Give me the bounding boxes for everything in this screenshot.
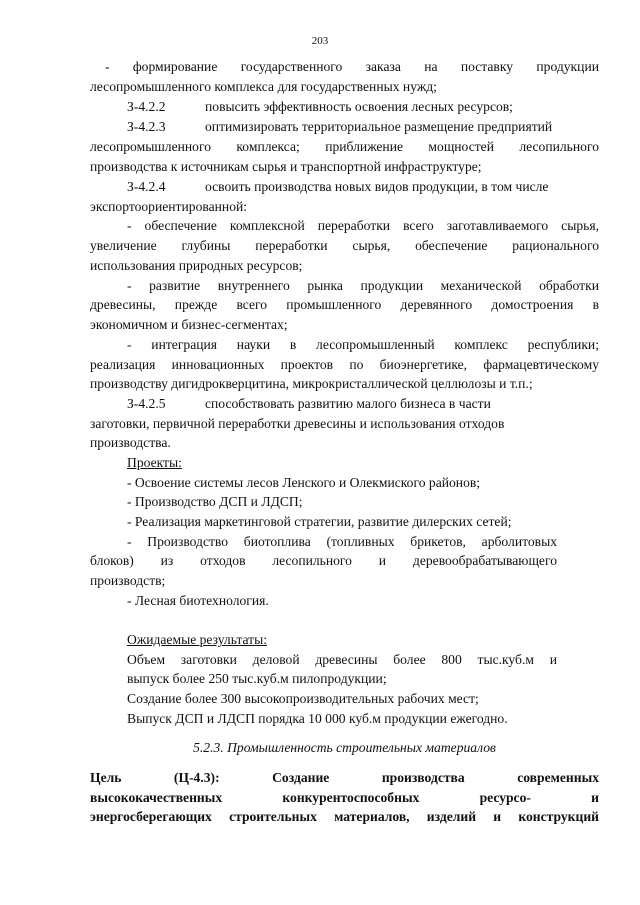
text-line: экспортоориентированной: — [90, 199, 248, 214]
text-line: лесопромышленного комплекса; приближение мощностей лесопильного — [90, 139, 599, 154]
goal-item — [127, 394, 599, 413]
result-item: Создание более 300 высокопроизводительных рабочих мест; — [127, 691, 479, 706]
item-code: З-4.2.2 — [127, 99, 166, 114]
text-line: заготовки, первичной переработки древесины и использования отходов — [90, 416, 505, 431]
item-text: оптимизировать территориальное размещение предприятий — [205, 119, 553, 134]
text-line: - интеграция науки в лесопромышленный комплекс республики; — [127, 337, 599, 352]
text-line: блоков) из отходов лесопильного и деревообрабатывающего — [90, 553, 557, 568]
section-heading: 5.2.3. Промышленность строительных материалов — [193, 740, 496, 755]
text-line: увеличение глубины переработки сырья, обеспечение рационального — [90, 238, 599, 253]
goal-heading-line: энергосберегающих строительных материалов, изделий и конструкций — [90, 809, 599, 824]
result-item: Выпуск ДСП и ЛДСП порядка 10 000 куб.м продукции ежегодно. — [127, 711, 508, 726]
item-text: освоить производства новых видов продукции, в том числе — [205, 179, 549, 194]
text-line: производств; — [90, 573, 166, 588]
goal-heading-line: Цель (Ц-4.3): Создание производства современных — [90, 770, 599, 785]
projects-heading: Проекты: — [127, 455, 182, 470]
list-item: - Производство биотоплива (топливных брикетов, арболитовых — [127, 534, 557, 549]
text-line: производства к источникам сырья и транспортной инфраструктуре; — [90, 159, 482, 174]
goal-item — [127, 117, 599, 136]
text-line: производству дигидрокверцитина, микрокристаллической целлюлозы и т.п.; — [90, 376, 533, 391]
text-line: - обеспечение комплексной переработки всего заготавливаемого сырья, — [127, 218, 599, 233]
text-line: использования природных ресурсов; — [90, 258, 303, 273]
results-heading: Ожидаемые результаты: — [127, 632, 268, 647]
text-line: - формирование государственного заказа на поставку продукции — [105, 59, 599, 74]
text-line: реализация инновационных проектов по биоэнергетике, фармацевтическому — [90, 357, 599, 372]
goal-item — [127, 177, 599, 196]
list-item: - Освоение системы лесов Ленского и Олекмиского районов; — [127, 475, 481, 490]
list-item: - Реализация маркетинговой стратегии, развитие дилерских сетей; — [127, 514, 512, 529]
page-number: 203 — [311, 35, 329, 47]
text-line: экономичном и бизнес-сегментах; — [90, 317, 288, 332]
text-line: - развитие внутреннего рынка продукции механической обработки — [127, 278, 599, 293]
result-item: Объем заготовки деловой древесины более 800 тыс.куб.м и — [127, 652, 557, 667]
item-code: З-4.2.3 — [127, 119, 166, 134]
item-code: З-4.2.5 — [127, 396, 166, 411]
text-line: выпуск более 250 тыс.куб.м пилопродукции; — [127, 671, 387, 686]
goal-item — [127, 97, 599, 116]
list-item: - Лесная биотехнология. — [127, 593, 269, 608]
text-line: лесопромышленного комплекса для государственных нужд; — [90, 79, 437, 94]
item-text: способствовать развитию малого бизнеса в части — [205, 396, 491, 411]
goal-heading-line: высококачественных конкурентоспособных ресурсо- и — [90, 790, 599, 805]
list-item: - Производство ДСП и ЛДСП; — [127, 494, 303, 509]
text-line: производства. — [90, 435, 171, 450]
item-code: З-4.2.4 — [127, 179, 166, 194]
item-text: повысить эффективность освоения лесных ресурсов; — [205, 99, 513, 114]
text-line: древесины, прежде всего промышленного деревянного домостроения в — [90, 297, 599, 312]
